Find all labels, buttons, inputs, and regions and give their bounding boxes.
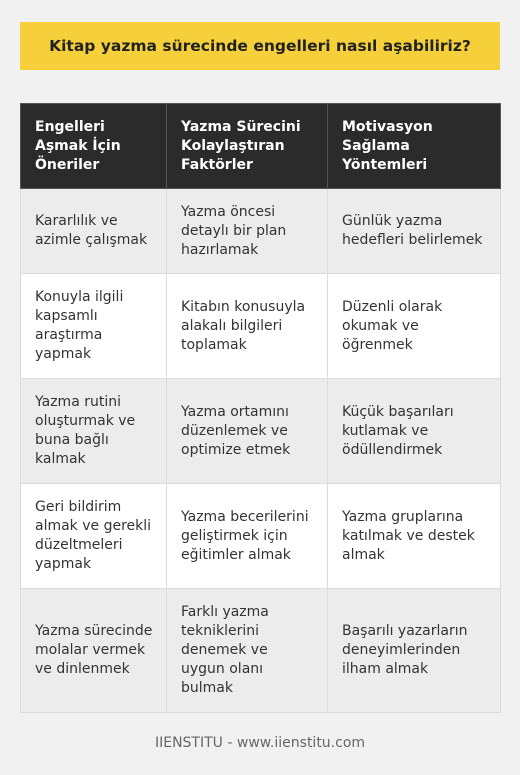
table-cell: Yazma becerilerini geliştirmek için eğitimler almak <box>167 484 328 589</box>
table-cell: Yazma öncesi detaylı bir plan hazırlamak <box>167 189 328 274</box>
column-header-motivation: Motivasyon Sağlama Yöntemleri <box>328 104 501 189</box>
table-cell: Yazma rutini oluşturmak ve buna bağlı kalmak <box>21 379 167 484</box>
column-header-obstacles: Engelleri Aşmak İçin Öneriler <box>21 104 167 189</box>
table-cell: Yazma ortamını düzenlemek ve optimize etmek <box>167 379 328 484</box>
title-banner <box>20 22 500 70</box>
table-cell: Başarılı yazarların deneyimlerinden ilham almak <box>328 589 501 713</box>
table-header-row <box>21 104 501 189</box>
page-title: Kitap yazma sürecinde engelleri nasıl aşabiliriz? <box>49 37 471 55</box>
table-row <box>21 484 501 589</box>
table-cell: Kararlılık ve azimle çalışmak <box>21 189 167 274</box>
table-cell: Yazma sürecinde molalar vermek ve dinlenmek <box>21 589 167 713</box>
table-cell: Düzenli olarak okumak ve öğrenmek <box>328 274 501 379</box>
footer-credit: IIENSTITU - www.iienstitu.com <box>154 735 366 751</box>
data-table <box>20 103 501 713</box>
table-cell: Kitabın konusuyla alakalı bilgileri toplamak <box>167 274 328 379</box>
table-cell: Küçük başarıları kutlamak ve ödüllendirmek <box>328 379 501 484</box>
table-cell: Yazma gruplarına katılmak ve destek almak <box>328 484 501 589</box>
table-cell: Geri bildirim almak ve gerekli düzeltmeleri yapmak <box>21 484 167 589</box>
column-header-factors: Yazma Sürecini Kolaylaştıran Faktörler <box>167 104 328 189</box>
table-cell: Günlük yazma hedefleri belirlemek <box>328 189 501 274</box>
table-cell: Konuyla ilgili kapsamlı araştırma yapmak <box>21 274 167 379</box>
table-row <box>21 589 501 713</box>
table-row <box>21 189 501 274</box>
table-row <box>21 274 501 379</box>
table-row <box>21 379 501 484</box>
table-cell: Farklı yazma tekniklerini denemek ve uygun olanı bulmak <box>167 589 328 713</box>
